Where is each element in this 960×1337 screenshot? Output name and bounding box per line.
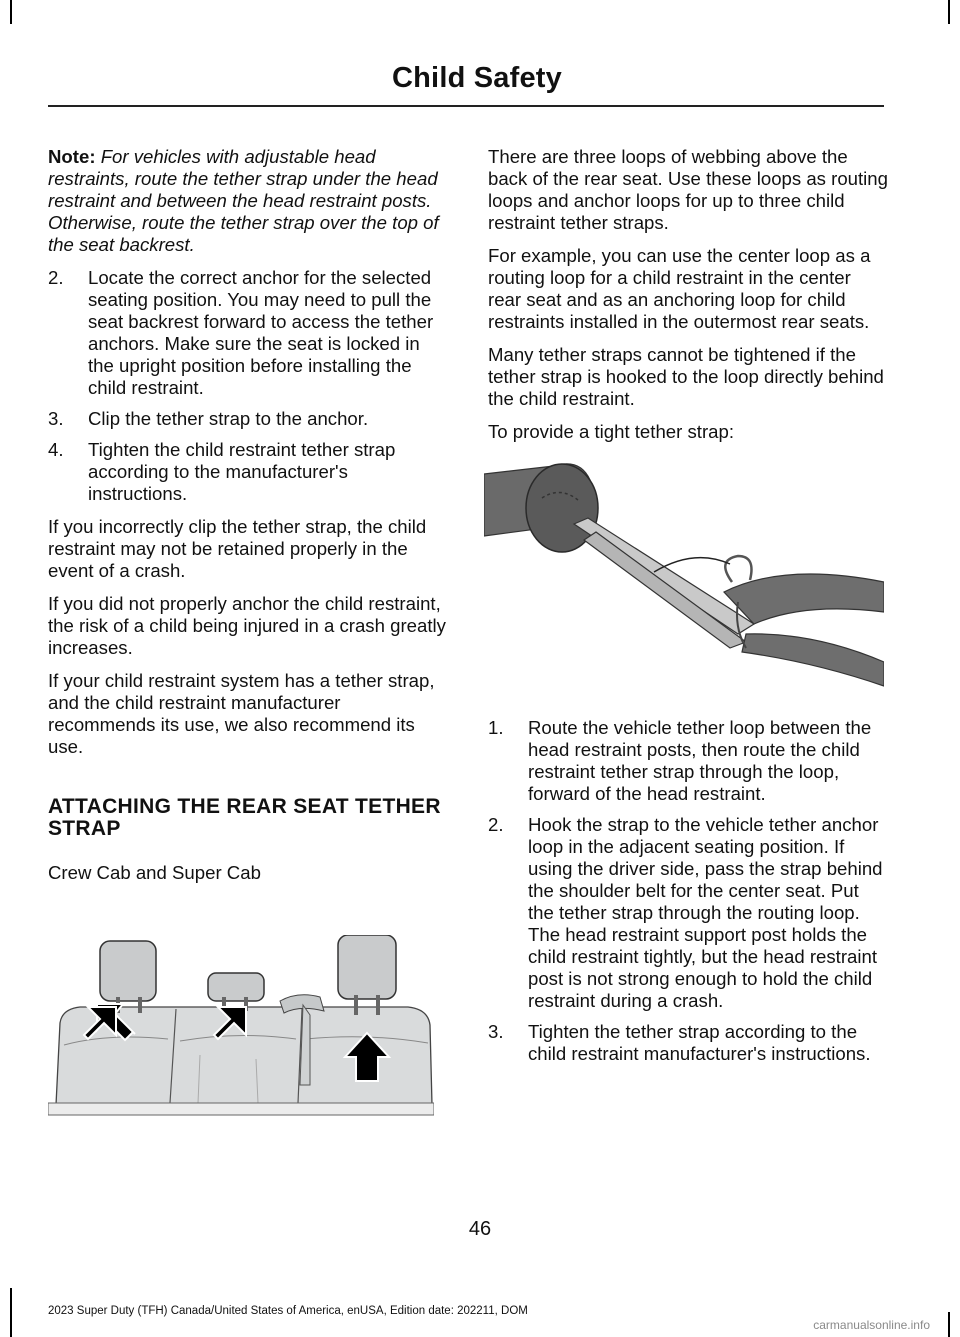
tether-strap-illustration — [484, 452, 884, 692]
paragraph: Many tether straps cannot be tightened if the tether strap is hooked to the loop directly behind the child restraint. — [488, 344, 884, 409]
steps-list-left — [48, 267, 448, 505]
step-number: 4. — [48, 439, 64, 460]
paragraph: To provide a tight tether strap: — [488, 421, 734, 442]
note-text: For vehicles with adjustable head restraints, route the tether strap under the head restraint and between the head restraint posts. Otherwise, route the tether strap over the top of the seat backrest. — [48, 146, 439, 255]
vehicle-tether-loop-lower — [742, 634, 884, 686]
step-text: Tighten the tether strap according to the child restraint manufacturer's instructions. — [528, 1021, 871, 1064]
paragraph: If your child restraint system has a tether strap, and the child restraint manufacturer recommends its use, we also recommend its use. — [48, 670, 435, 757]
step-number: 3. — [48, 408, 64, 429]
crop-mark-top-right — [948, 0, 950, 24]
paragraph: If you did not properly anchor the child restraint, the risk of a child being injured in a crash greatly increases. — [48, 593, 446, 658]
paragraph: There are three loops of webbing above the back of the rear seat. Use these loops as routing loops and anchor loops for up to three child restraint tether straps. — [488, 146, 888, 233]
header-divider — [48, 105, 884, 107]
step-number: 1. — [488, 717, 504, 738]
paragraph: For example, you can use the center loop as a routing loop for a child restraint in the center rear seat and as an anchoring loop for child restraints installed in the outermost rear seats. — [488, 245, 871, 332]
footer-edition: 2023 Super Duty (TFH) Canada/United States of America, enUSA, Edition date: 202211, DOM — [48, 1305, 528, 1317]
step-number: 2. — [48, 267, 64, 288]
list-item — [488, 814, 888, 1012]
head-restraint-right — [338, 935, 396, 1015]
crop-mark-bottom-right — [948, 1312, 950, 1337]
head-restraint-center — [208, 973, 264, 1011]
head-restraint-left — [100, 941, 156, 1013]
page-number: 46 — [468, 1218, 492, 1240]
steps-list-right — [488, 717, 888, 1065]
step-number: 3. — [488, 1021, 504, 1042]
vehicle-tether-loop-upper — [724, 574, 884, 624]
step-text: Hook the strap to the vehicle tether anchor loop in the adjacent seating position. If using the driver side, pass the strap behind the shoulder belt for the center seat. Put the tether strap through the routing loop. The head restraint support post holds the child restraint tightly, but the head restraint post is not strong enough to hold the child restraint during a crash. — [528, 814, 883, 1011]
crop-mark-bottom-left — [10, 1288, 12, 1337]
right-column — [488, 146, 888, 1076]
step-text: Clip the tether strap to the anchor. — [88, 408, 369, 429]
list-item — [488, 717, 888, 805]
step-text: Route the vehicle tether loop between the head restraint posts, then route the child restraint tether strap through the loop, forward of the head restraint. — [528, 717, 872, 804]
tether-hook — [725, 556, 751, 582]
note-label: Note: — [48, 146, 96, 167]
list-item — [48, 267, 448, 399]
step-text: Tighten the child restraint tether strap according to the manufacturer's instructions. — [88, 439, 396, 504]
page-title: Child Safety — [392, 62, 562, 94]
paragraph: If you incorrectly clip the tether strap, the child restraint may not be retained properly in the event of a crash. — [48, 516, 427, 581]
list-item — [48, 439, 448, 505]
rear-seat-illustration — [48, 935, 434, 1117]
note — [48, 146, 448, 256]
section-subheading: Crew Cab and Super Cab — [48, 862, 261, 883]
step-text: Locate the correct anchor for the selected seating position. You may need to pull the seat backrest forward to access the tether anchors. Make sure the seat is locked in the upright position before installing the child restraint. — [88, 267, 434, 398]
section-heading: ATTACHING THE REAR SEAT TETHER STRAP — [48, 795, 441, 840]
crop-mark-top-left — [10, 0, 12, 24]
watermark: carmanualsonline.info — [813, 1318, 930, 1332]
list-item — [488, 1021, 888, 1065]
step-number: 2. — [488, 814, 504, 835]
list-item — [48, 408, 448, 430]
left-column — [48, 146, 448, 1122]
